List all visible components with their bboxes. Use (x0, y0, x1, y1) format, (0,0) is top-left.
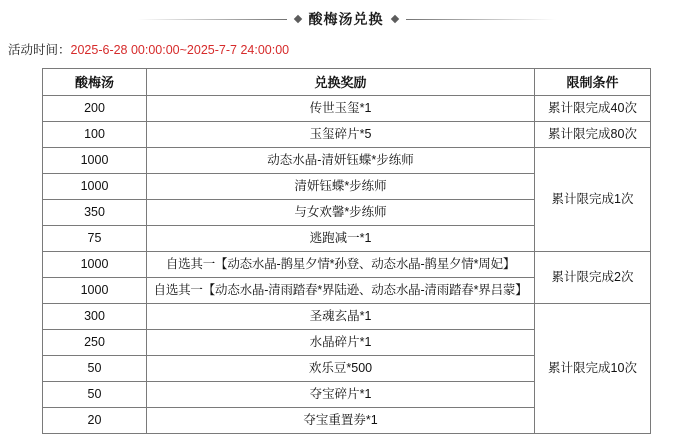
cell-reward: 欢乐豆*500 (147, 356, 535, 382)
page-title: 酸梅汤兑换 (308, 11, 384, 27)
table-header-row (43, 69, 651, 96)
cell-limit: 累计限完成2次 (535, 252, 651, 304)
cell-cost: 50 (43, 356, 147, 382)
activity-time (8, 42, 692, 58)
table-head (43, 69, 651, 96)
title-rule-left (137, 19, 287, 20)
cell-cost: 1000 (43, 252, 147, 278)
title-rule-right (406, 19, 556, 20)
cell-cost: 50 (43, 382, 147, 408)
cell-cost: 300 (43, 304, 147, 330)
cell-cost: 350 (43, 200, 147, 226)
cell-cost: 200 (43, 96, 147, 122)
cell-limit: 累计限完成40次 (535, 96, 651, 122)
cell-cost: 100 (43, 122, 147, 148)
cell-cost: 1000 (43, 174, 147, 200)
table-row (43, 96, 651, 122)
cell-limit: 累计限完成1次 (535, 148, 651, 252)
cell-cost: 75 (43, 226, 147, 252)
cell-reward: 夺宝重置券*1 (147, 408, 535, 434)
column-header-cost: 酸梅汤 (43, 69, 147, 96)
cell-limit: 累计限完成80次 (535, 122, 651, 148)
cell-reward: 自选其一【动态水晶-鹊星夕情*孙登、动态水晶-鹊星夕情*周妃】 (147, 252, 535, 278)
column-header-reward: 兑换奖励 (147, 69, 535, 96)
table-row (43, 304, 651, 330)
cell-reward: 逃跑减一*1 (147, 226, 535, 252)
table-row (43, 252, 651, 278)
column-header-limit: 限制条件 (535, 69, 651, 96)
table-row (43, 122, 651, 148)
cell-cost: 1000 (43, 278, 147, 304)
activity-time-value: 2025-6-28 00:00:00~2025-7-7 24:00:00 (70, 43, 290, 57)
cell-reward: 动态水晶-清妍钰蝶*步练师 (147, 148, 535, 174)
page-header (0, 0, 692, 30)
cell-limit: 累计限完成10次 (535, 304, 651, 434)
cell-cost: 250 (43, 330, 147, 356)
cell-cost: 1000 (43, 148, 147, 174)
cell-reward: 清妍钰蝶*步练师 (147, 174, 535, 200)
cell-reward: 夺宝碎片*1 (147, 382, 535, 408)
cell-reward: 传世玉玺*1 (147, 96, 535, 122)
cell-reward: 自选其一【动态水晶-清雨踏春*界陆逊、动态水晶-清雨踏春*界吕蒙】 (147, 278, 535, 304)
cell-reward: 与女欢馨*步练师 (147, 200, 535, 226)
activity-time-label: 活动时间： (8, 43, 71, 57)
cell-reward: 圣魂玄晶*1 (147, 304, 535, 330)
diamond-icon-right (390, 15, 398, 23)
diamond-icon-left (293, 15, 301, 23)
cell-reward: 玉玺碎片*5 (147, 122, 535, 148)
reward-table (42, 68, 651, 434)
cell-cost: 20 (43, 408, 147, 434)
table-body (43, 96, 651, 434)
cell-reward: 水晶碎片*1 (147, 330, 535, 356)
reward-table-wrapper (42, 68, 650, 434)
table-row (43, 148, 651, 174)
